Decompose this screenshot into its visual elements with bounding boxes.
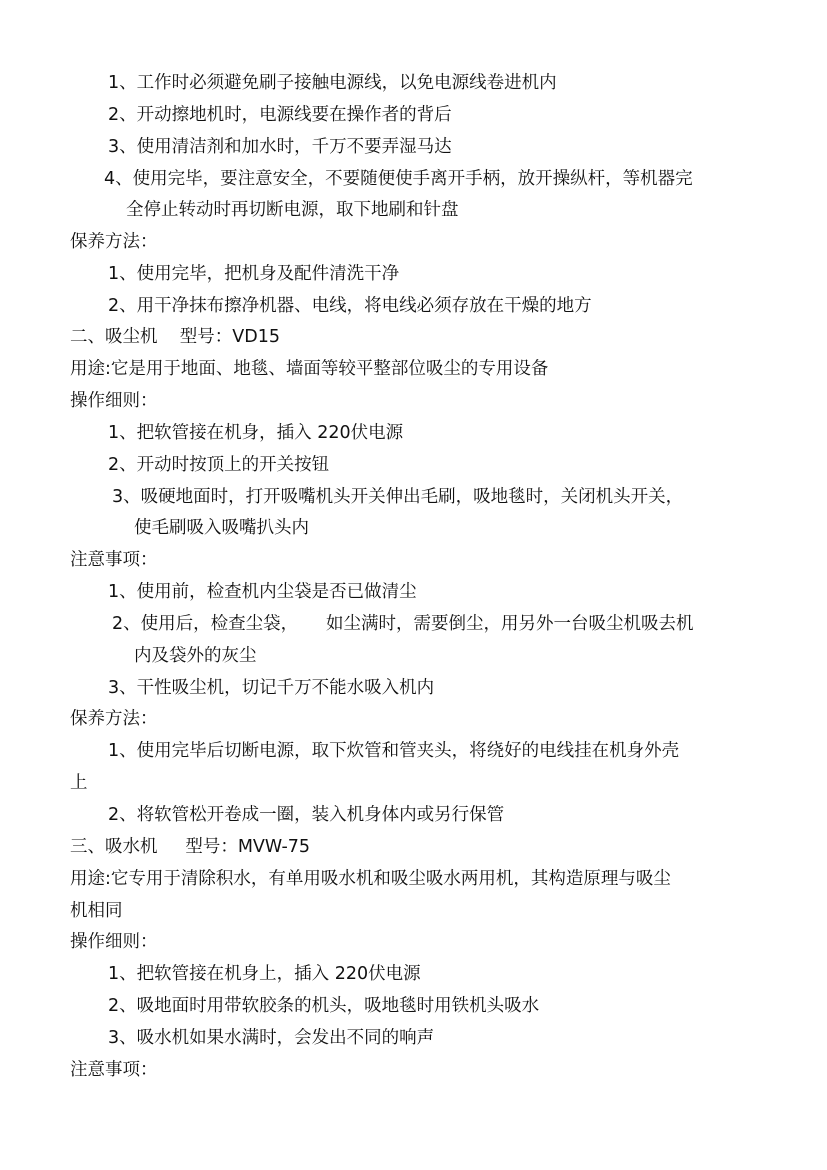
text-line: 3、干性吸尘机，切记千万不能水吸入机内 <box>108 678 435 698</box>
section-title: 二、吸尘机 型号：VD15 <box>70 327 280 347</box>
text-line: 全停止转动时再切断电源，取下地刷和针盘 <box>126 200 459 220</box>
text-line: 1、把软管接在机身上，插入 220伏电源 <box>108 964 421 984</box>
section-heading: 注意事项： <box>70 1060 158 1080</box>
text-line: 机相同 <box>70 901 123 921</box>
text-line: 2、吸地面时用带软胶条的机头，吸地毯时用铁机头吸水 <box>108 996 540 1016</box>
text-line: 2、开动擦地机时，电源线要在操作者的背后 <box>108 105 452 125</box>
text-line: 2、用干净抹布擦净机器、电线，将电线必须存放在干燥的地方 <box>108 296 592 316</box>
section-heading: 操作细则： <box>70 932 158 952</box>
text-line: 使毛刷吸入吸嘴扒头内 <box>134 518 309 538</box>
section-heading: 保养方法： <box>70 709 158 729</box>
section-title: 三、吸水机 型号：MVW-75 <box>70 837 311 857</box>
text-line: 2、使用后，检查尘袋， 如尘满时，需要倒尘，用另外一台吸尘机吸去机 <box>112 614 694 634</box>
text-line: 4、使用完毕，要注意安全，不要随便使手离开手柄，放开操纵杆，等机器完 <box>104 169 693 189</box>
text-line: 2、开动时按顶上的开关按钮 <box>108 455 330 475</box>
text-line: 2、将软管松开卷成一圈，装入机身体内或另行保管 <box>108 805 505 825</box>
section-heading: 注意事项： <box>70 550 158 570</box>
text-line: 3、吸水机如果水满时，会发出不同的响声 <box>108 1028 435 1048</box>
text-line: 1、把软管接在机身，插入 220伏电源 <box>108 423 404 443</box>
section-heading: 操作细则： <box>70 391 158 411</box>
text-line: 上 <box>70 773 88 793</box>
text-line: 用途:它是用于地面、地毯、墙面等较平整部位吸尘的专用设备 <box>70 359 549 379</box>
text-line: 内及袋外的灰尘 <box>134 646 257 666</box>
text-line: 3、使用清洁剂和加水时，千万不要弄湿马达 <box>108 137 452 157</box>
text-line: 1、使用完毕后切断电源，取下炊管和管夹头，将绕好的电线挂在机身外壳 <box>108 741 680 761</box>
text-line: 1、使用前，检查机内尘袋是否已做清尘 <box>108 582 417 602</box>
text-line: 1、工作时必须避免刷子接触电源线，以免电源线卷进机内 <box>108 73 557 93</box>
text-line: 用途:它专用于清除积水，有单用吸水机和吸尘吸水两用机，其构造原理与吸尘 <box>70 869 671 889</box>
section-heading: 保养方法： <box>70 232 158 252</box>
text-line: 1、使用完毕，把机身及配件清洗干净 <box>108 264 400 284</box>
text-line: 3、吸硬地面时，打开吸嘴机头开关伸出毛刷，吸地毯时，关闭机头开关， <box>112 487 684 507</box>
